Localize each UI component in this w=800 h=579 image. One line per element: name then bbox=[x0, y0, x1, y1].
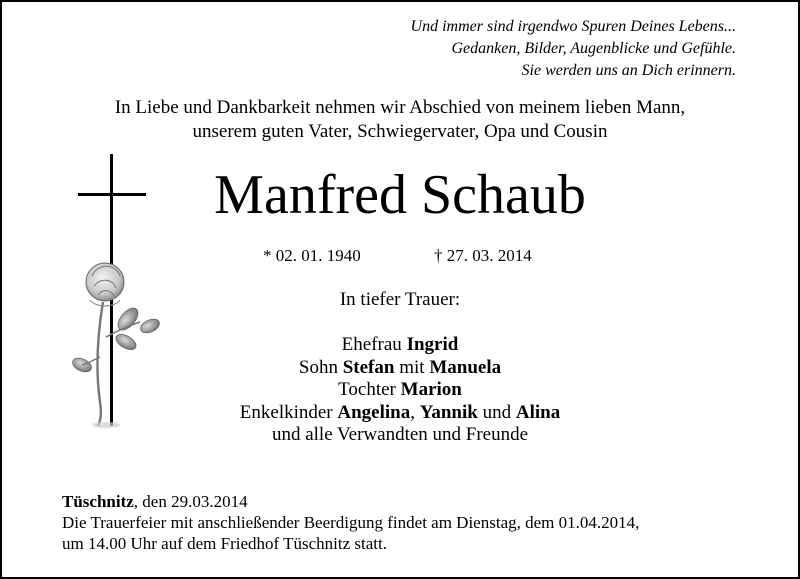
grandchild-name: Alina bbox=[515, 401, 561, 423]
footer-line-ceremony: Die Trauerfeier mit anschließender Beerdigung findet am Dienstag, dem 01.04.2014, bbox=[62, 513, 640, 532]
footer-line-place-date bbox=[62, 491, 639, 512]
funeral-info bbox=[62, 491, 639, 554]
poem-quote bbox=[411, 16, 736, 82]
relation-label: Ehefrau bbox=[341, 334, 407, 355]
birth-date: * 02. 01. 1940 bbox=[263, 246, 361, 265]
footer-line-cemetery: um 14.00 Uhr auf dem Friedhof Tüschnitz statt. bbox=[62, 534, 387, 553]
relation-label: Enkelkinder bbox=[239, 401, 338, 423]
connector-text: mit bbox=[394, 356, 430, 378]
poem-line: Sie werden uns an Dich erinnern. bbox=[521, 62, 736, 79]
notice-date: , den 29.03.2014 bbox=[133, 492, 248, 511]
deceased-name: Manfred Schaub bbox=[214, 164, 586, 226]
connector-text: und bbox=[477, 401, 516, 423]
place-name: Tüschnitz bbox=[62, 492, 134, 511]
daughter-name: Marion bbox=[400, 379, 462, 400]
intro-line: unserem guten Vater, Schwiegervater, Opa und Cousin bbox=[192, 121, 608, 142]
mourning-heading: In tiefer Trauer: bbox=[339, 289, 461, 310]
family-line-relatives: und alle Verwandten und Freunde bbox=[271, 424, 529, 445]
relation-label: Tochter bbox=[338, 379, 401, 400]
rose-shape bbox=[70, 263, 161, 428]
relation-label: Sohn bbox=[298, 356, 343, 378]
son-name: Stefan bbox=[342, 356, 395, 378]
intro-text bbox=[2, 96, 798, 144]
separator-text: , bbox=[410, 401, 420, 423]
cross-with-rose-icon bbox=[70, 152, 170, 442]
grandchild-name: Angelina bbox=[337, 401, 411, 423]
death-date: † 27. 03. 2014 bbox=[434, 246, 532, 265]
grandchild-name: Yannik bbox=[419, 401, 478, 423]
wife-name: Ingrid bbox=[406, 334, 459, 355]
poem-line: Gedanken, Bilder, Augenblicke und Gefühle. bbox=[451, 40, 736, 57]
intro-line: In Liebe und Dankbarkeit nehmen wir Abschied von meinem lieben Mann, bbox=[114, 97, 686, 118]
son-partner-name: Manuela bbox=[429, 356, 502, 378]
poem-line: Und immer sind irgendwo Spuren Deines Lebens... bbox=[410, 18, 736, 35]
